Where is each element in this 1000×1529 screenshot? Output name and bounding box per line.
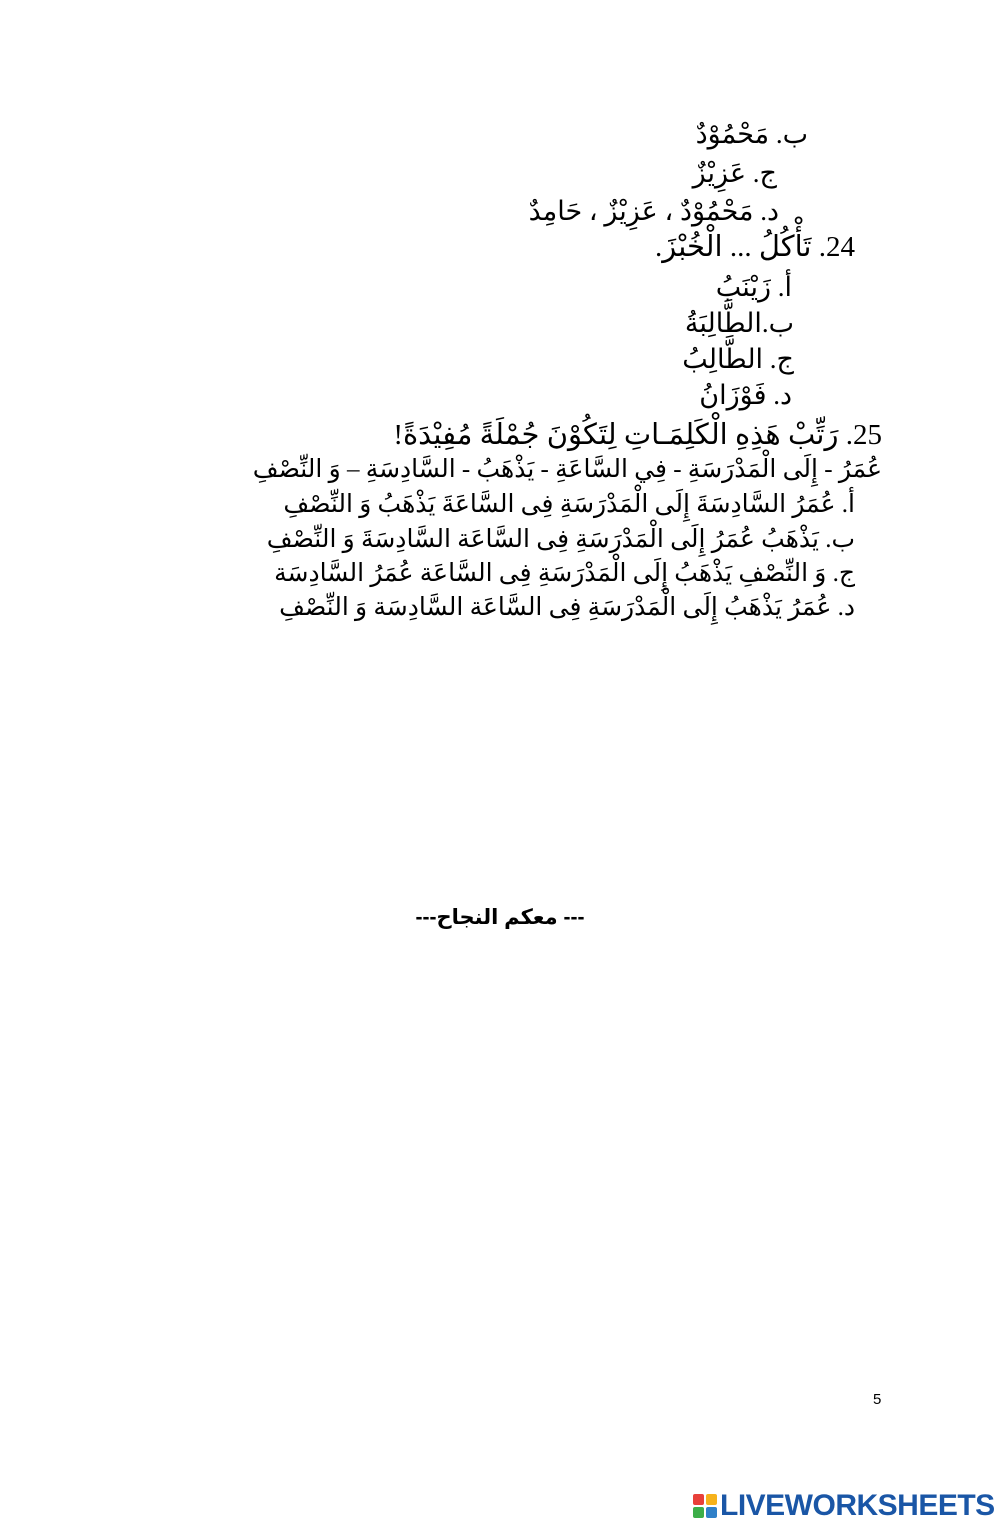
logo-square-red (693, 1494, 704, 1505)
q24-option-a[interactable]: أ. زَيْنَبُ (715, 272, 792, 302)
q25-option-c[interactable]: ج. وَ النِّصْفِ يَذْهَبُ إِلَى الْمَدْرَسَةِ فِى السَّاعَة عُمَرُ السَّادِسَة (274, 560, 855, 587)
q24-option-c[interactable]: ج. الطَّالِبُ (682, 344, 794, 374)
logo-square-yellow (706, 1494, 717, 1505)
closing-note: --- معكم النجاح--- (415, 906, 585, 929)
q25-stem: 25. رَتِّبْ هَذِهِ الْكَلِمَـاتِ لِتَكُوْنَ جُمْلَةً مُفِيْدَةً! (393, 419, 882, 451)
q23-option-d[interactable]: د. مَحْمُوْدٌ ، عَزِيْزٌ ، حَامِدٌ (528, 196, 779, 226)
q25-option-b[interactable]: ب. يَذْهَبُ عُمَرُ إِلَى الْمَدْرَسَةِ فِى السَّاعَة السَّادِسَةَ وَ النِّصْفِ (266, 526, 855, 553)
q25-option-d[interactable]: د. عُمَرُ يَذْهَبُ إِلَى الْمَدْرَسَةِ فِى السَّاعَة السَّادِسَة وَ النِّصْفِ (279, 594, 855, 621)
q24-option-d[interactable]: د. فَوْزَانُ (699, 380, 792, 410)
q25-words: عُمَرُ - إِلَى الْمَدْرَسَةِ - فِي السَّاعَةِ - يَذْهَبُ - السَّادِسَةِ – وَ النِّصْفِ (252, 456, 882, 483)
q24-stem: 24. تَأْكُلُ ... الْخُبْزَ. (654, 231, 855, 263)
q24-option-b[interactable]: ب.الطَّالِبَةُ (684, 308, 794, 338)
q23-option-b[interactable]: ب. مَحْمُوْدٌ (695, 119, 808, 149)
liveworksheets-logo-icon (693, 1494, 717, 1518)
logo-square-green (693, 1507, 704, 1518)
q25-option-a[interactable]: أ. عُمَرُ السَّادِسَةَ إِلَى الْمَدْرَسَةِ فِى السَّاعَةَ يَذْهَبُ وَ النِّصْفِ (283, 491, 855, 518)
liveworksheets-brand[interactable] (693, 1491, 995, 1521)
logo-square-blue (706, 1507, 717, 1518)
q23-option-c[interactable]: ج. عَزِيْزٌ (692, 158, 777, 188)
brand-name: LIVEWORKSHEETS (720, 1489, 995, 1522)
page-number: 5 (873, 1391, 882, 1408)
